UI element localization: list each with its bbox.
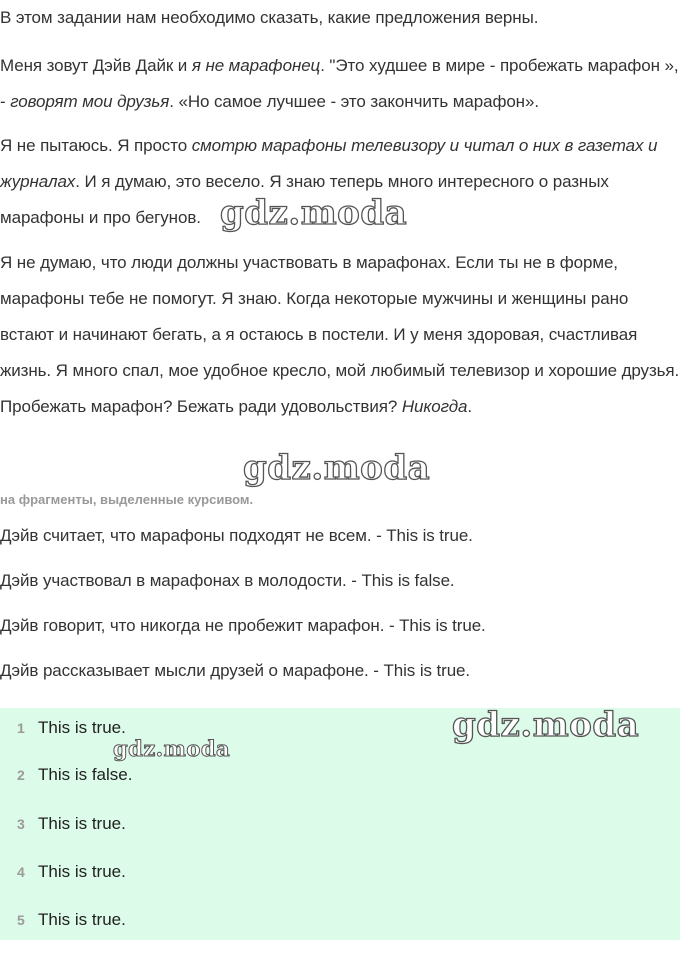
intro-text: В этом задании нам необходимо сказать, какие предложения верны. <box>0 8 539 27</box>
paragraph-1-italic-1: я не марафонец <box>191 56 321 75</box>
answer-text: This is false. <box>38 765 133 784</box>
paragraph-1-text-2: . "Это худшее в мире - пробежать марафон », - <box>0 56 679 111</box>
paragraph-1-text-1: Меня зовут Дэйв Дайк и <box>0 56 192 75</box>
paragraph-1 <box>0 48 680 120</box>
answer-text: This is true. <box>38 814 126 833</box>
paragraph-1-italic-2: говорят мои друзья <box>10 92 170 111</box>
watermark-logo: gdz.moda <box>243 448 431 488</box>
answer-number: 2 <box>17 767 25 783</box>
watermark-logo: gdz.moda <box>452 705 640 745</box>
answer-text: This is true. <box>38 910 126 929</box>
italic-note: на фрагменты, выделенные курсивом. <box>0 492 254 507</box>
watermark-logo: gdz.moda <box>220 193 408 233</box>
paragraph-2-text-2: . И я думаю, это весело. Я знаю теперь много интересного о разных марафоны и про бегунов. <box>0 172 609 227</box>
paragraph-2-italic-1: смотрю марафоны телевизору и читал о них в газетах и журналах <box>0 136 658 191</box>
statement-1: Дэйв считает, что марафоны подходят не всем. - This is true. <box>0 526 473 545</box>
watermark-logo: gdz.moda <box>113 736 231 761</box>
paragraph-3-italic-1: Никогда <box>401 397 468 416</box>
answer-number: 1 <box>17 720 25 736</box>
answer-text: This is true. <box>38 718 126 737</box>
answer-number: 3 <box>17 816 25 832</box>
paragraph-3 <box>0 245 680 425</box>
statement-4: Дэйв рассказывает мысли друзей о марафоне. - This is true. <box>0 661 471 680</box>
answer-number: 4 <box>17 864 25 880</box>
answer-number: 5 <box>17 912 25 928</box>
statement-3: Дэйв говорит, что никогда не пробежит марафон. - This is true. <box>0 616 486 635</box>
paragraph-1-text-3: . «Но самое лучшее - это закончить марафон». <box>169 92 539 111</box>
statement-2: Дэйв участвовал в марафонах в молодости. - This is false. <box>0 571 455 590</box>
paragraph-3-text-1: Я не думаю, что люди должны участвовать в марафонах. Если ты не в форме, марафоны тебе не помогут. Я знаю. Когда некоторые мужчины и женщины рано встают и начинают бегать, а я остаюсь в постели. И у меня здоровая, счастливая жизнь. Я много спал, мое удобное кресло, мой любимый телевизор и хорошие друзья. Пробежать марафон? Бежать ради удовольствия? <box>0 253 680 416</box>
paragraph-3-text-2: . <box>467 397 472 416</box>
answer-text: This is true. <box>38 862 126 881</box>
paragraph-2-text-1: Я не пытаюсь. Я просто <box>0 136 192 155</box>
